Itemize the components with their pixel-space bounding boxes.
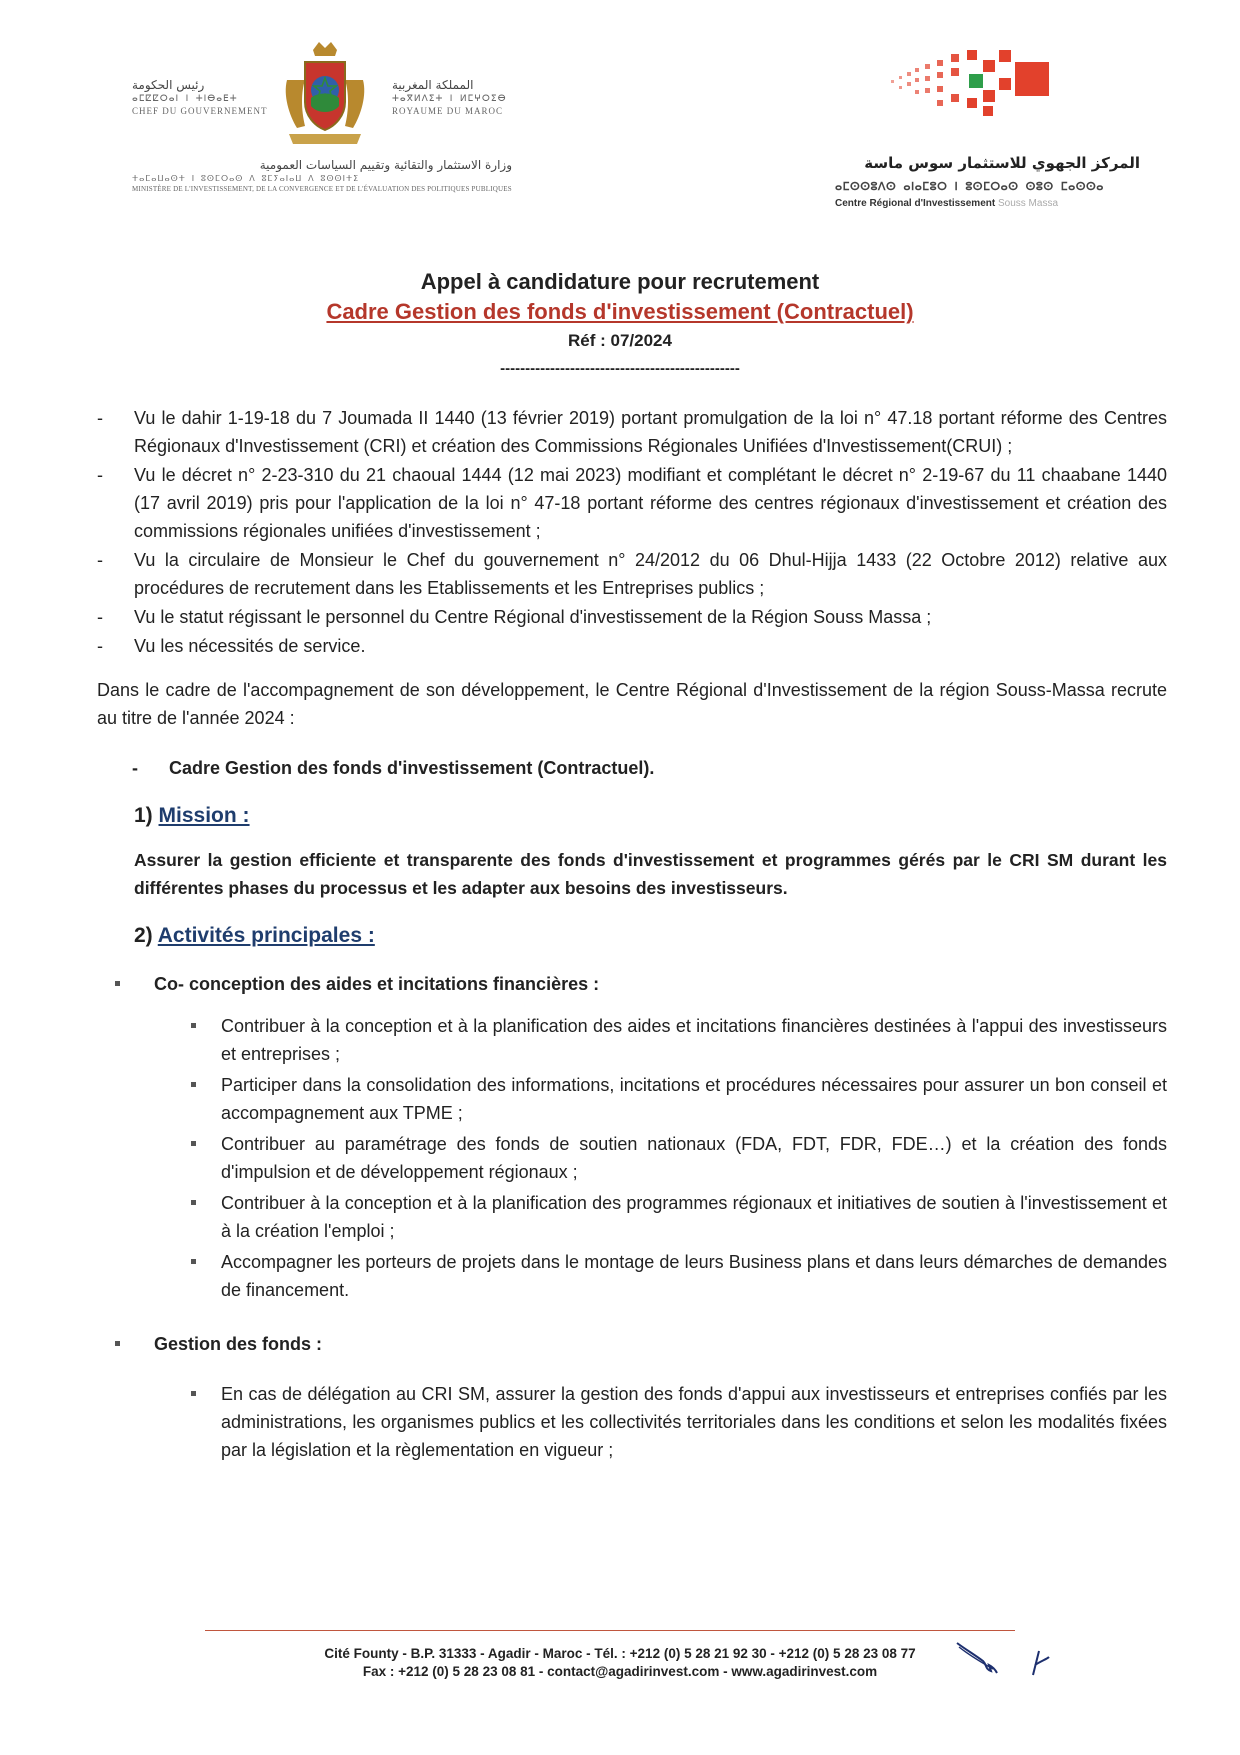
list-item xyxy=(97,603,1167,631)
dash-bullet: - xyxy=(97,550,103,570)
section-label: Activités principales : xyxy=(157,924,375,947)
list-item xyxy=(97,404,1167,460)
visa-text: Vu le décret n° 2-23-310 du 21 chaoual 1444 (12 mai 2023) modifiant et complétant le décret n° 2-19-67 du 11 chaabane 1440 (17 avril 2019) pris pour l'application de la loi n° 47-18 portant réforme des centres régionaux d'investissement et création des commissions régionales unifiées d'investissement ; xyxy=(134,465,1167,541)
activity-list xyxy=(97,1380,1167,1464)
footer-address: Cité Founty - B.P. 31333 - Agadir - Maroc - Tél. : +212 (0) 5 28 21 92 30 - +212 (0) 5 28 23 08 77 xyxy=(324,1646,916,1661)
activity-text: Accompagner les porteurs de projets dans le montage de leurs Business plans et dans leurs démarches de demandes de financement. xyxy=(221,1252,1167,1300)
document-body xyxy=(97,404,1167,1467)
intro-paragraph: Dans le cadre de l'accompagnement de son développement, le Centre Régional d'Investissement de la région Souss-Massa recrute au titre de l'année 2024 : xyxy=(97,680,1167,728)
square-bullet-icon xyxy=(191,1259,196,1264)
cri-french-region: Souss Massa xyxy=(997,198,1059,209)
title-separator: ------------------------------------------------ xyxy=(500,360,740,377)
list-item xyxy=(221,1248,1167,1304)
section-number: 1) xyxy=(134,804,153,827)
dash-bullet: - xyxy=(97,465,103,485)
moroccan-coat-of-arms-logo xyxy=(275,40,375,150)
gov-head-right xyxy=(392,78,542,116)
square-bullet-icon xyxy=(191,1082,196,1087)
dash-bullet: - xyxy=(97,607,103,627)
section-label: Mission : xyxy=(158,804,250,827)
cri-arabic-name: المركز الجهوي للاستثمار سوس ماسة xyxy=(864,154,1140,172)
section-heading-activities xyxy=(97,922,1167,950)
square-bullet-icon xyxy=(191,1023,196,1028)
gov-head-left xyxy=(132,78,282,116)
section-number: 2) xyxy=(134,924,153,947)
ministry-tifinagh: ⵜⴰⵎⴰⵡⴰⵙⵜ ⵏ ⵓⵙⵎⵔⴰⵙ ⴷ ⵓⵎⵢⴰⵏⴰⵡ ⴷ ⵓⵙⵙⵏⵜⵉ xyxy=(132,174,360,183)
job-title: Cadre Gestion des fonds d'investissement (Contractuel) xyxy=(326,299,914,324)
post-line xyxy=(97,754,1167,782)
dash-bullet: - xyxy=(132,758,138,778)
cri-tifinagh-name: ⴰⵎⵙⵙⵓⴷⵙ ⴰⵏⴰⵎⵓⵔ ⵏ ⵓⵙⵎⵔⴰⵙ ⵙⵓⵙ ⵎⴰⵙⵙⴰ xyxy=(835,180,1104,193)
visa-text: Vu la circulaire de Monsieur le Chef du gouvernement n° 24/2012 du 06 Dhul-Hijja 1433 (22 Octobre 2012) relative aux procédures de recrutement dans les Etablissements et les Entreprises publics ; xyxy=(134,550,1167,598)
post-title: Cadre Gestion des fonds d'investissement (Contractuel). xyxy=(169,758,655,778)
list-item xyxy=(221,1189,1167,1245)
gov-right-arabic: المملكة المغربية xyxy=(392,78,474,92)
gov-right-tifinagh: ⵜⴰⴳⵍⴷⵉⵜ ⵏ ⵍⵎⵖⵔⵉⴱ xyxy=(392,94,507,104)
list-item xyxy=(97,461,1167,545)
activity-text: Contribuer au paramétrage des fonds de soutien nationaux (FDA, FDT, FDR, FDE…) et la création des fonds d'impulsion et de développement régionaux ; xyxy=(221,1134,1167,1182)
signature-icon xyxy=(955,1635,1075,1695)
ministry-french: MINISTÈRE DE L'INVESTISSEMENT, DE LA CONVERGENCE ET DE L'ÉVALUATION DES POLITIQUES PUBLIQUES xyxy=(132,185,512,193)
square-bullet-icon xyxy=(191,1141,196,1146)
visa-text: Vu le dahir 1-19-18 du 7 Joumada II 1440 (13 février 2019) portant promulgation de la loi n° 47.18 portant réforme des Centres Régionaux d'Investissement (CRI) et création des Commissions Régionales Unifiées d'Investissement(CRUI) ; xyxy=(134,408,1167,456)
list-item xyxy=(221,1380,1167,1464)
square-bullet-icon xyxy=(191,1391,196,1396)
list-item xyxy=(97,546,1167,602)
cri-header xyxy=(835,50,1145,210)
title-block xyxy=(0,268,1240,380)
list-item xyxy=(97,632,1167,660)
footer-contact: Fax : +212 (0) 5 28 23 08 81 - contact@agadirinvest.com - www.agadirinvest.com xyxy=(362,1664,878,1679)
cri-french-label: Centre Régional d'Investissement xyxy=(835,198,996,209)
legal-references-list xyxy=(97,404,1167,660)
square-bullet-icon xyxy=(191,1200,196,1205)
ministry-arabic: وزارة الاستثمار والتقائية وتقييم السياسات العمومية xyxy=(259,158,512,172)
gov-left-arabic: رئيس الحكومة xyxy=(132,78,205,92)
gov-left-french: CHEF DU GOUVERNEMENT xyxy=(132,106,268,116)
cri-souss-massa-logo xyxy=(885,50,1085,130)
list-item xyxy=(221,1012,1167,1068)
footer-divider xyxy=(205,1630,1015,1631)
section-heading-mission xyxy=(97,802,1167,830)
dash-bullet: - xyxy=(97,636,103,656)
list-item xyxy=(221,1130,1167,1186)
activity-text: En cas de délégation au CRI SM, assurer la gestion des fonds d'appui aux investisseurs et entreprises confiés par les administrations, les organismes publics et les collectivités territoriales dans les conditions et selon les modalités fixées par la législation et la règlementation en vigueur ; xyxy=(221,1384,1167,1460)
government-header xyxy=(120,40,510,210)
ministry-block xyxy=(132,158,512,193)
reference-number: Réf : 07/2024 xyxy=(568,331,672,350)
activity-text: Contribuer à la conception et à la planification des programmes régionaux et initiatives de soutien à l'investissement et à la création l'emploi ; xyxy=(221,1193,1167,1241)
activity-list xyxy=(97,1012,1167,1304)
square-bullet-icon xyxy=(115,981,120,986)
activity-group-heading xyxy=(97,970,1167,998)
activity-text: Participer dans la consolidation des informations, incitations et procédures nécessaires pour assurer un bon conseil et accompagnement aux TPME ; xyxy=(221,1075,1167,1123)
activity-text: Contribuer à la conception et à la planification des aides et incitations financières destinées à l'appui des investisseurs et entreprises ; xyxy=(221,1016,1167,1064)
gov-right-french: ROYAUME DU MAROC xyxy=(392,106,504,116)
list-item xyxy=(221,1071,1167,1127)
activity-group-heading xyxy=(97,1330,1167,1358)
activity-group-title: Gestion des fonds : xyxy=(154,1334,323,1354)
visa-text: Vu les nécessités de service. xyxy=(134,636,366,656)
gov-left-tifinagh: ⴰⵎⵇⵇⵔⴰⵏ ⵏ ⵜⵏⴱⴰⴹⵜ xyxy=(132,94,238,104)
visa-text: Vu le statut régissant le personnel du Centre Régional d'investissement de la Région Souss Massa ; xyxy=(134,607,932,627)
mission-text: Assurer la gestion efficiente et transparente des fonds d'investissement et programmes gérés par le CRI SM durant les différentes phases du processus et les adapter aux besoins des investisseurs. xyxy=(134,850,1167,898)
dash-bullet: - xyxy=(97,408,103,428)
cri-french-name xyxy=(835,198,1140,209)
page-title: Appel à candidature pour recrutement xyxy=(420,269,820,294)
square-bullet-icon xyxy=(115,1341,120,1346)
activity-group-title: Co- conception des aides et incitations financières : xyxy=(154,974,600,994)
